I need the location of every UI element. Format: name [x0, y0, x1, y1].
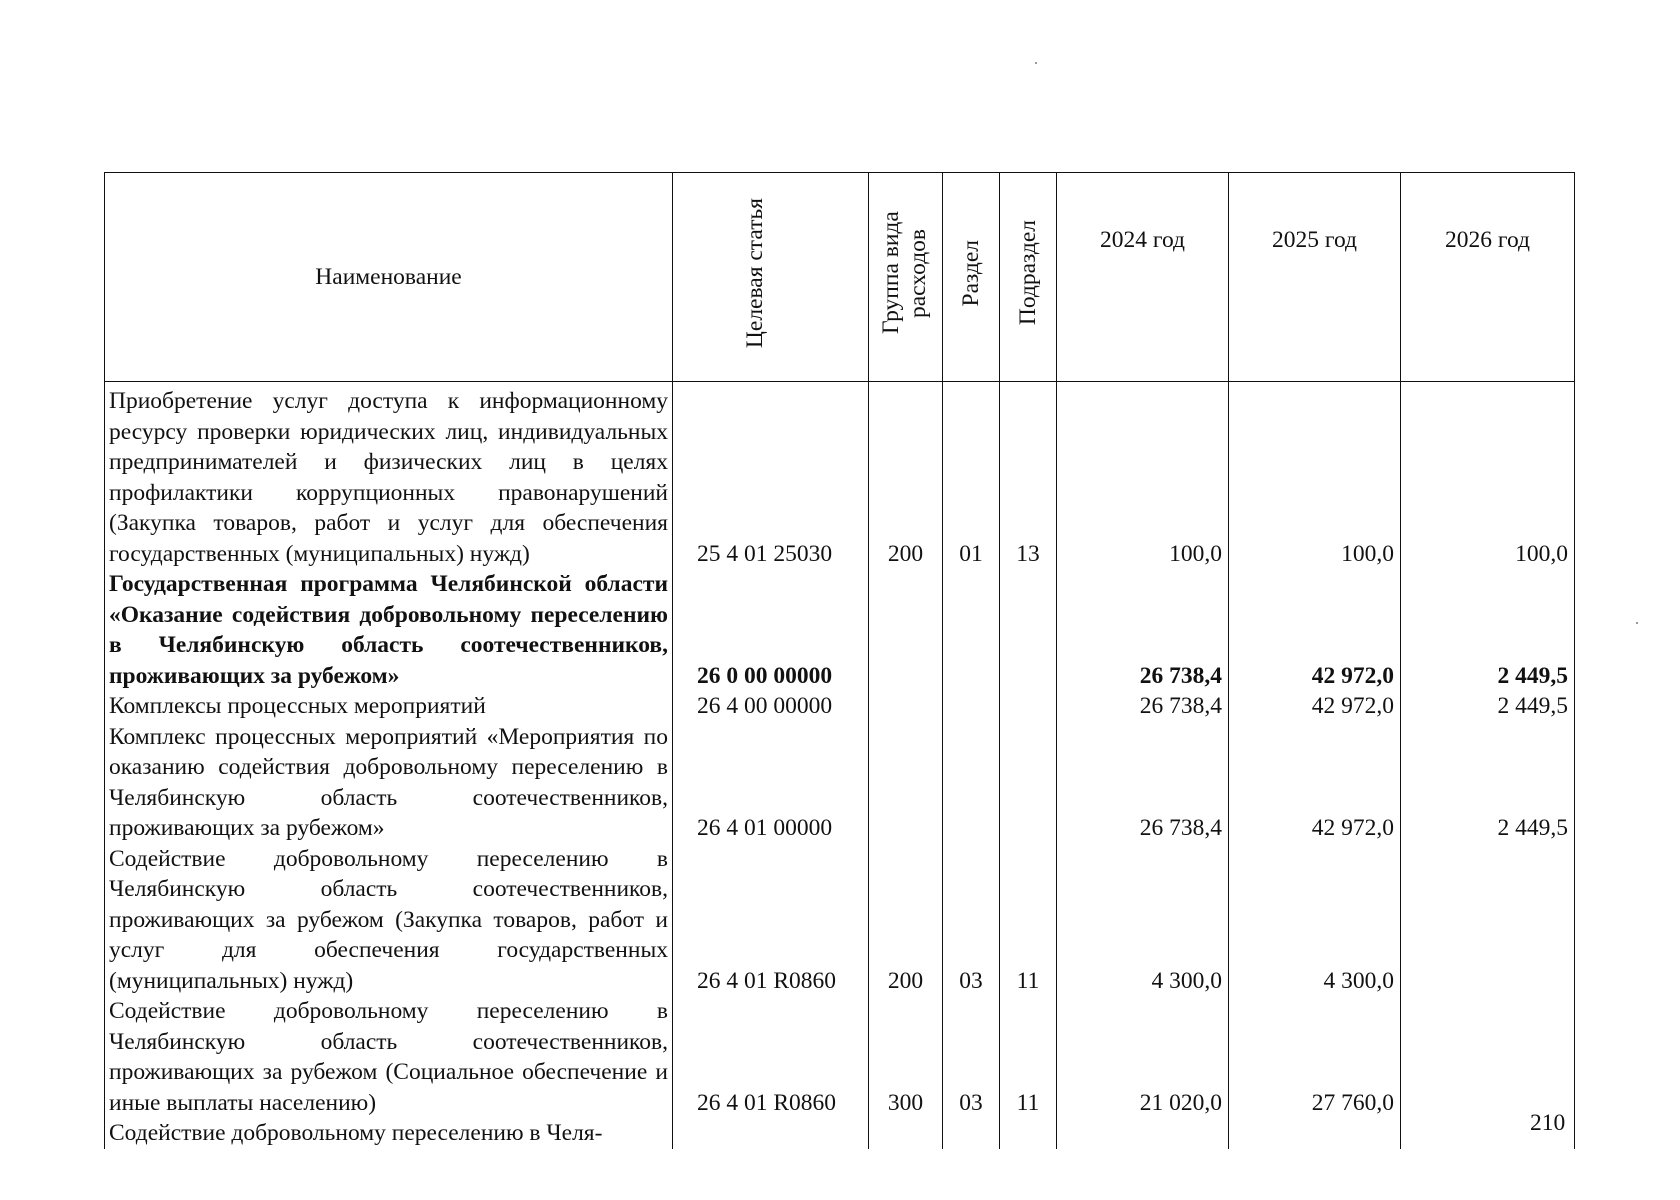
row-group — [869, 569, 943, 691]
row-2025 — [1229, 1118, 1401, 1149]
table-row — [105, 844, 1575, 997]
header-year-2024: 2024 год — [1057, 173, 1229, 382]
table-row — [105, 691, 1575, 722]
row-target: 26 0 00 00000 — [673, 569, 869, 691]
row-2025: 4 300,0 — [1229, 844, 1401, 997]
row-subsection: 11 — [1000, 996, 1057, 1118]
row-name: Комплекс процессных мероприятий «Мероприятия по оказанию содействия добровольному переселению в Челябинскую область соотечественников, проживающих за рубежом» — [105, 722, 673, 844]
row-group: 200 — [869, 382, 943, 570]
table-header — [105, 173, 1575, 382]
row-2024 — [1057, 1118, 1229, 1149]
table-row — [105, 722, 1575, 844]
row-2025: 42 972,0 — [1229, 569, 1401, 691]
row-target: 26 4 01 R0860 — [673, 844, 869, 997]
header-year-2025: 2025 год — [1229, 173, 1401, 382]
scan-speck — [1636, 622, 1638, 624]
row-name: Содействие добровольному переселению в Челя- — [105, 1118, 673, 1149]
row-2026: 2 449,5 — [1401, 691, 1575, 722]
header-year-2026: 2026 год — [1401, 173, 1575, 382]
row-name: Государственная программа Челябинской области «Оказание содействия добровольному переселению в Челябинскую область соотечественников, проживающих за рубежом» — [105, 569, 673, 691]
page-number: 210 — [1530, 1110, 1566, 1136]
row-group: 300 — [869, 996, 943, 1118]
row-group: 200 — [869, 844, 943, 997]
row-2026: 2 449,5 — [1401, 722, 1575, 844]
row-section — [943, 722, 1000, 844]
row-2026 — [1401, 996, 1575, 1118]
row-2026 — [1401, 844, 1575, 997]
row-target: 25 4 01 25030 — [673, 382, 869, 570]
row-2024: 21 020,0 — [1057, 996, 1229, 1118]
row-subsection — [1000, 569, 1057, 691]
row-section — [943, 569, 1000, 691]
scan-speck — [1035, 62, 1037, 64]
row-2024: 100,0 — [1057, 382, 1229, 570]
row-2026: 2 449,5 — [1401, 569, 1575, 691]
header-name: Наименование — [105, 173, 673, 382]
table-row — [105, 1118, 1575, 1149]
row-2025: 42 972,0 — [1229, 691, 1401, 722]
row-section: 03 — [943, 996, 1000, 1118]
table-row — [105, 996, 1575, 1118]
row-2024: 4 300,0 — [1057, 844, 1229, 997]
row-target: 26 4 00 00000 — [673, 691, 869, 722]
row-name: Приобретение услуг доступа к информационному ресурсу проверки юридических лиц, индивидуальных предпринимателей и физических лиц в целях профилактики коррупционных правонарушений (Закупка товаров, работ и услуг для обеспечения государственных (муниципальных) нужд) — [105, 382, 673, 570]
row-name: Комплексы процессных мероприятий — [105, 691, 673, 722]
table-body — [105, 382, 1575, 1149]
row-target — [673, 1118, 869, 1149]
row-section: 01 — [943, 382, 1000, 570]
header-target-article: Целевая статья — [673, 173, 869, 382]
table-row — [105, 569, 1575, 691]
header-section: Раздел — [943, 173, 1000, 382]
row-group — [869, 1118, 943, 1149]
table-row — [105, 382, 1575, 570]
row-target: 26 4 01 R0860 — [673, 996, 869, 1118]
row-subsection — [1000, 691, 1057, 722]
row-subsection: 13 — [1000, 382, 1057, 570]
row-2024: 26 738,4 — [1057, 722, 1229, 844]
row-2026: 100,0 — [1401, 382, 1575, 570]
row-group — [869, 722, 943, 844]
row-subsection — [1000, 1118, 1057, 1149]
row-subsection — [1000, 722, 1057, 844]
row-subsection: 11 — [1000, 844, 1057, 997]
row-name: Содействие добровольному переселению в Челябинскую область соотечественников, проживающих за рубежом (Закупка товаров, работ и услуг для обеспечения государственных (муниципальных) нужд) — [105, 844, 673, 997]
row-2024: 26 738,4 — [1057, 569, 1229, 691]
row-target: 26 4 01 00000 — [673, 722, 869, 844]
header-expense-group: Группа вида расходов — [869, 173, 943, 382]
row-section — [943, 1118, 1000, 1149]
row-2024: 26 738,4 — [1057, 691, 1229, 722]
row-2025: 42 972,0 — [1229, 722, 1401, 844]
row-group — [869, 691, 943, 722]
row-section — [943, 691, 1000, 722]
row-section: 03 — [943, 844, 1000, 997]
row-2025: 100,0 — [1229, 382, 1401, 570]
row-name: Содействие добровольному переселению в Челябинскую область соотечественников, проживающих за рубежом (Социальное обеспечение и иные выплаты населению) — [105, 996, 673, 1118]
budget-table — [104, 172, 1575, 1149]
row-2025: 27 760,0 — [1229, 996, 1401, 1118]
header-subsection: Подраздел — [1000, 173, 1057, 382]
